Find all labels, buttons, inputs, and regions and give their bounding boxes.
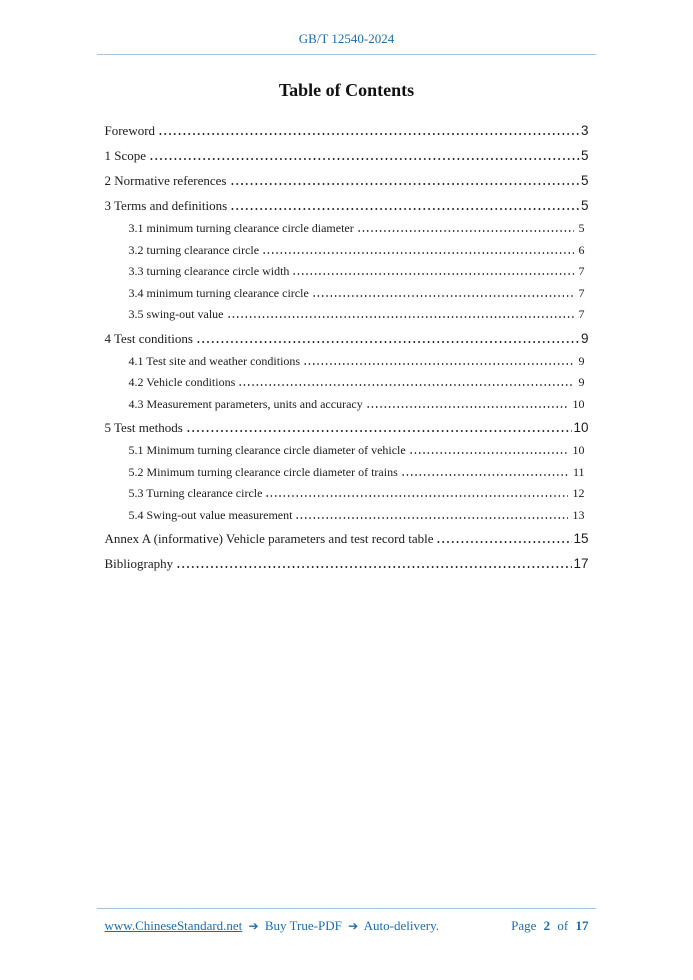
toc-leader-dots [312,295,574,297]
toc-entry-page: 9 [580,330,589,346]
toc-entry [105,304,589,326]
toc-entry-label: Foreword [104,123,156,138]
header-doc-number: GB/T 12540-2024 [298,31,395,46]
toc-entry-label: Annex A (informative) Vehicle parameters and test record table [104,531,434,546]
toc-entry-page: 9 [578,353,585,368]
toc-entry-label: 1 Scope [104,148,147,163]
toc-entry-page: 12 [572,486,585,500]
toc-entry [105,283,589,305]
toc-leader-dots [230,183,580,185]
toc-leader-dots [401,474,568,476]
toc-entry-page: 17 [573,556,589,571]
of-word: of [557,918,569,933]
toc-leader-dots [149,158,580,160]
toc-entry-label: 4.3 Measurement parameters, units and accuracy [128,396,363,411]
toc-leader-dots [230,208,580,210]
toc-entry-page: 15 [573,531,589,546]
toc-list [105,118,589,576]
toc-entry-page: 7 [578,307,585,321]
toc-entry [105,193,589,218]
toc-entry-page: 6 [578,242,585,257]
toc-entry-page: 7 [578,285,585,300]
toc-entry-page: 10 [572,443,585,457]
toc-entry-label: 3.3 turning clearance circle width [128,264,290,278]
toc-entry-page: 5 [578,221,585,235]
toc-leader-dots [357,230,574,232]
toc-entry [105,240,589,262]
total-pages-number: 17 [575,918,589,933]
toc-entry [105,505,589,527]
toc-entry [105,372,589,394]
toc-entry [105,143,589,168]
toc-entry-label: 3.1 minimum turning clearance circle diameter [128,221,354,235]
toc-entry-page: 11 [572,464,585,479]
footer-site-link[interactable]: www.ChineseStandard.net [104,918,243,933]
footer-action-delivery: Auto-delivery. [363,918,439,933]
toc-entry-page: 10 [573,420,589,435]
toc-entry [105,261,589,283]
page-footer [0,901,693,934]
toc-entry-label: 2 Normative references [104,173,227,188]
toc-entry [105,394,589,416]
toc-leader-dots [158,133,580,135]
toc-leader-dots [176,566,572,568]
toc-entry-label: 5.1 Minimum turning clearance circle diameter of vehicle [128,443,406,457]
toc-leader-dots [227,316,574,318]
toc-leader-dots [262,252,573,254]
toc-leader-dots [295,517,567,519]
toc-entry [105,483,589,505]
toc-leader-dots [303,363,573,365]
toc-entry-label: 5.3 Turning clearance circle [128,486,263,500]
toc-entry [105,326,589,351]
current-page-number: 2 [543,918,551,933]
toc-entry-label: 5.2 Minimum turning clearance circle diameter of trains [128,464,398,479]
toc-entry-page: 10 [572,396,585,411]
toc-entry-label: 5.4 Swing-out value measurement [128,507,293,522]
arrow-icon: ➔ [348,919,359,933]
toc-leader-dots [238,384,573,386]
header-rule [97,54,596,55]
toc-entry-label: 3 Terms and definitions [104,198,228,213]
toc-entry-page: 9 [578,375,585,389]
toc-leader-dots [436,541,572,543]
toc-entry-label: 3.5 swing-out value [128,307,224,321]
toc-entry-page: 5 [580,148,589,163]
toc-entry [105,168,589,193]
toc-entry-label: 3.2 turning clearance circle [128,242,260,257]
toc-leader-dots [196,341,580,343]
toc-entry-label: Bibliography [104,556,174,571]
toc-entry-label: 4 Test conditions [104,330,193,346]
toc-leader-dots [265,495,567,497]
toc-entry [105,415,589,440]
toc-entry [105,440,589,462]
toc-entry-label: 3.4 minimum turning clearance circle [128,285,309,300]
toc-entry-label: 5 Test methods [104,420,183,435]
toc-entry [105,118,589,143]
page-title: Table of Contents [278,80,415,100]
toc-entry-page: 13 [572,507,585,522]
toc-entry [105,218,589,240]
footer-rule [97,908,596,909]
toc-entry [105,526,589,551]
page-word: Page [511,918,537,933]
toc-entry-label: 4.1 Test site and weather conditions [128,353,301,368]
toc-entry-page: 5 [580,198,589,213]
toc-leader-dots [409,452,568,454]
toc-entry [105,462,589,484]
toc-leader-dots [366,406,568,408]
toc-entry [105,351,589,373]
page-indicator [507,918,588,934]
arrow-icon: ➔ [248,919,259,933]
toc-entry-page: 3 [580,123,589,138]
footer-promo [105,918,440,934]
toc-entry-label: 4.2 Vehicle conditions [128,375,236,389]
toc-leader-dots [292,273,573,275]
toc-entry-page: 7 [578,264,585,278]
footer-action-buy: Buy True-PDF [264,918,342,933]
toc-entry-page: 5 [580,173,589,188]
toc-leader-dots [186,430,573,432]
toc-entry [105,551,589,576]
